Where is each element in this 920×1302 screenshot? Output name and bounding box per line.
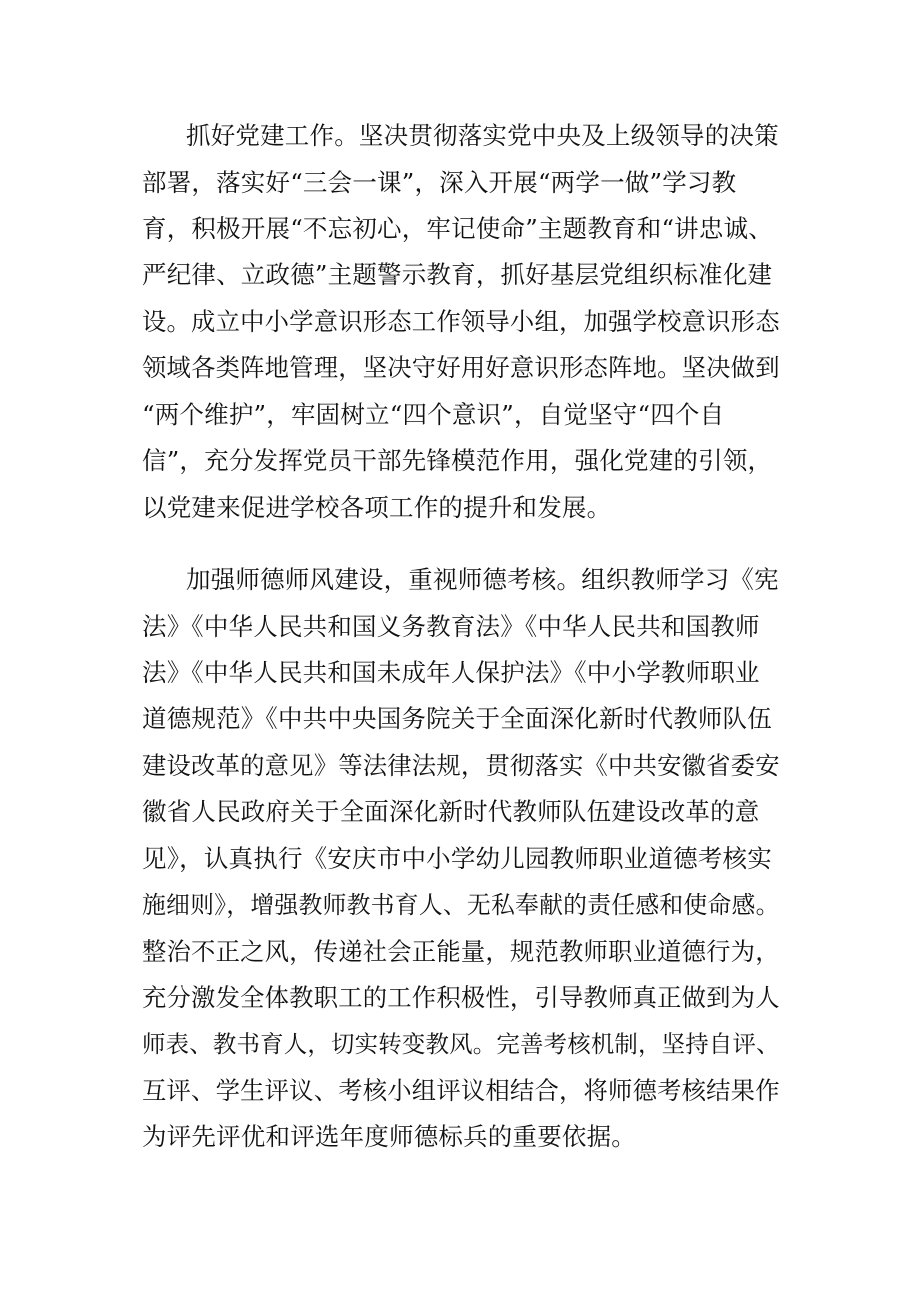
- text-line: 为评先评优和评选年度师德标兵的重要依据。: [142, 1122, 636, 1151]
- text-line: 整治不正之风，传递社会正能量，规范教师职业道德行为，: [142, 937, 780, 966]
- text-line: 法》《中华人民共和国义务教育法》《中华人民共和国教师: [142, 612, 760, 641]
- text-line: 见》，认真执行《安庆市中小学幼儿园教师职业道德考核实: [142, 844, 772, 873]
- text-line: 以党建来促进学校各项工作的提升和发展。: [142, 493, 612, 522]
- text-line: 施细则》，增强教师教书育人、无私奉献的责任感和使命感。: [142, 891, 780, 919]
- text-line: 信”，充分发挥党员干部先锋模范作用，强化党建的引领，: [142, 446, 773, 475]
- text-line: 道德规范》《中共中央国务院关于全面深化新时代教师队伍: [142, 704, 772, 733]
- text-line: 领域各类阵地管理，坚决守好用好意识形态阵地。坚决做到: [142, 353, 780, 382]
- text-line: 建设改革的意见》等法律法规，贯彻落实《中共安徽省委安: [142, 751, 780, 780]
- text-line: 部署，落实好“三会一课”，深入开展“两学一做”学习教: [142, 168, 737, 197]
- text-line: 徽省人民政府关于全面深化新时代教师队伍建设改革的意: [142, 797, 760, 826]
- text-line: “两个维护”，牢固树立“四个意识”，自觉坚守“四个自: [142, 400, 725, 429]
- text-line: 师表、教书育人，切实转变教风。完善考核机制，坚持自评、: [142, 1030, 780, 1058]
- text-line: 抓好党建工作。坚决贯彻落实党中央及上级领导的决策: [186, 121, 779, 150]
- text-line: 充分激发全体教职工的工作积极性，引导教师真正做到为人: [142, 983, 780, 1012]
- text-line: 加强师德师风建设，重视师德考核。组织教师学习《宪: [186, 565, 779, 594]
- text-line: 严纪律、立政德”主题警示教育，抓好基层党组织标准化建: [142, 260, 773, 289]
- text-line: 设。成立中小学意识形态工作领导小组，加强学校意识形态: [142, 307, 780, 336]
- text-line: 法》《中华人民共和国未成年人保护法》《中小学教师职业: [142, 658, 760, 687]
- text-line: 互评、学生评议、考核小组评议相结合，将师德考核结果作: [142, 1076, 780, 1105]
- text-line: 育，积极开展“不忘初心，牢记使命”主题教育和“讲忠诚、: [142, 214, 773, 243]
